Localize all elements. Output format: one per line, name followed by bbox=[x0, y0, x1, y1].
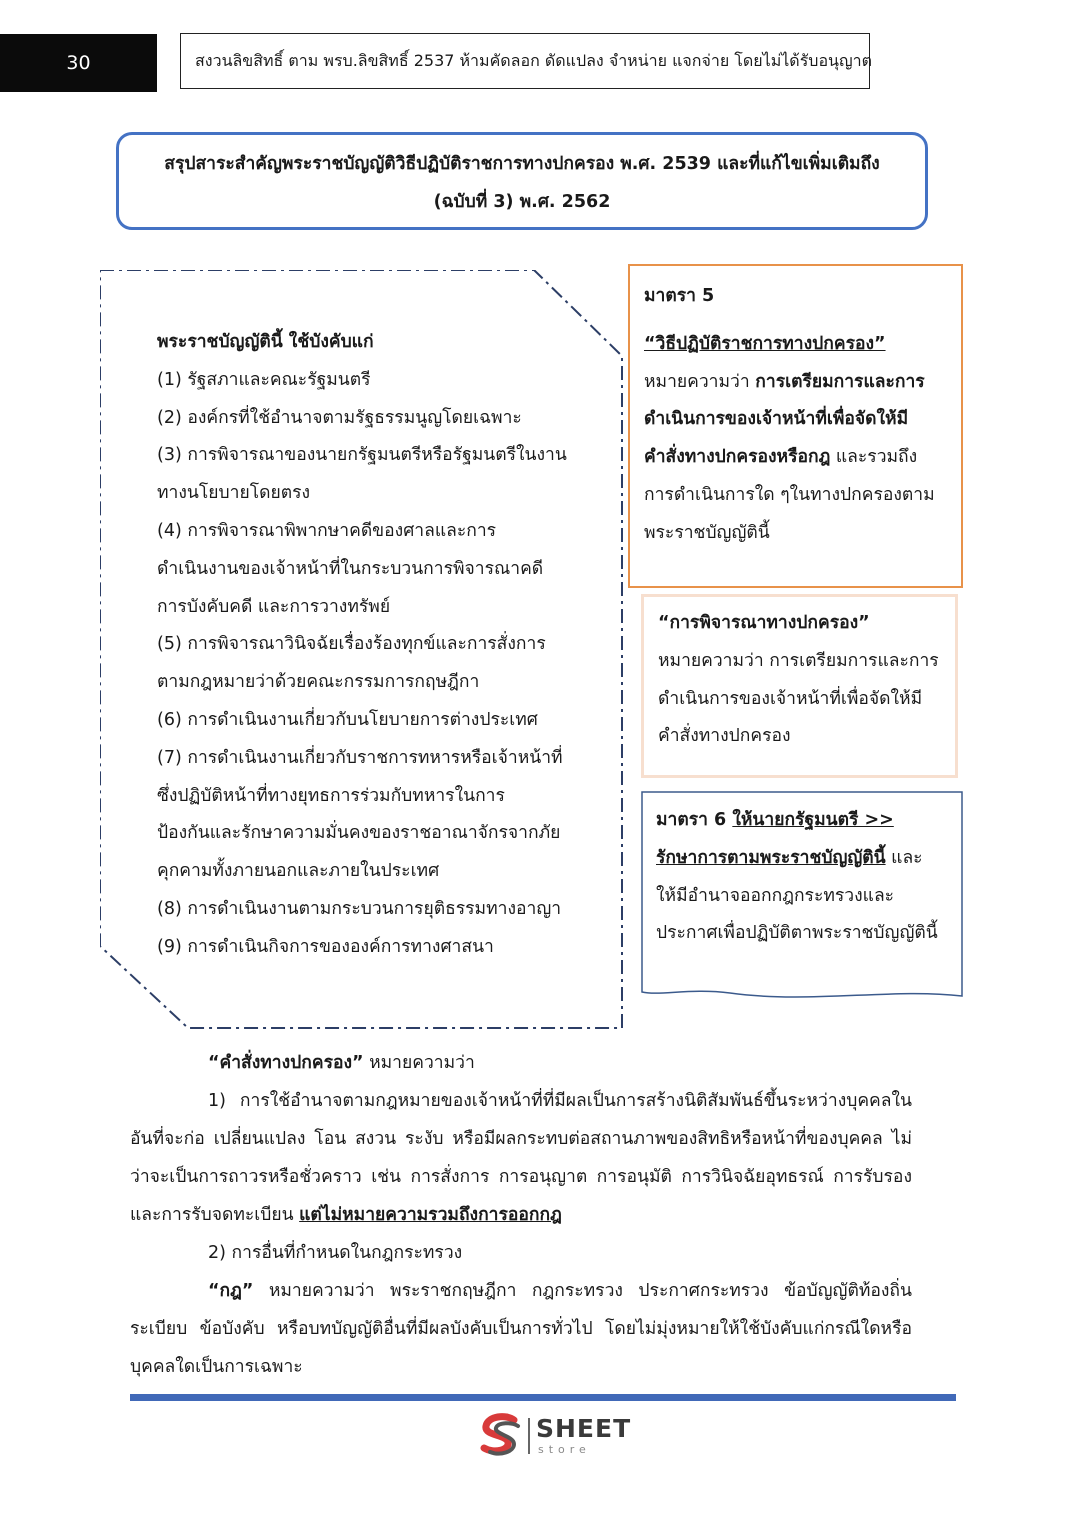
title-line-2: (ฉบับที่ 3) พ.ศ. 2562 bbox=[433, 192, 611, 212]
section-6-line: ประกาศเพื่อปฏิบัติตาพระราชบัญญัตินี้ bbox=[656, 923, 938, 944]
exemptions-panel bbox=[100, 270, 624, 1030]
section-5-term: “วิธีปฏิบัติราชการทางปกครอง” bbox=[644, 333, 886, 354]
document-title bbox=[116, 132, 928, 230]
definitions-body bbox=[130, 1044, 912, 1386]
exemption-line: (8) การดำเนินงานตามกระบวนการยุติธรรมทางอาญา bbox=[157, 898, 562, 919]
section-6-text bbox=[656, 802, 956, 953]
exemptions-list bbox=[157, 324, 587, 967]
order-definition-heading bbox=[130, 1044, 912, 1082]
text-plain: หมายความว่า bbox=[363, 1053, 475, 1073]
exemption-line: (1) รัฐสภาและคณะรัฐมนตรี bbox=[157, 369, 371, 390]
title-line-1: สรุปสาระสำคัญพระราชบัญญัติวิธีปฏิบัติราชการทางปกครอง พ.ศ. 2539 และที่แก้ไขเพิ่มเติมถึง bbox=[164, 154, 880, 174]
text-plain: และรวมถึง bbox=[830, 447, 918, 468]
admin-consideration-term: “การพิจารณาทางปกครอง” bbox=[658, 613, 870, 633]
section-5-box bbox=[628, 264, 963, 588]
text-plain: และการรับจดทะเบียน bbox=[130, 1205, 300, 1225]
text-plain: และ bbox=[885, 847, 923, 868]
exemption-line: (7) การดำเนินงานเกี่ยวกับราชการทหารหรือเจ้าหน้าที่ bbox=[157, 747, 563, 768]
section-5-line: พระราชบัญญัตินี้ bbox=[644, 522, 770, 543]
exemption-line: ซึ่งปฏิบัติหน้าที่ทางยุทธการร่วมกับทหารในการ bbox=[157, 785, 505, 806]
admin-consideration-line: หมายความว่า การเตรียมการและการ bbox=[658, 650, 939, 671]
section-6-line bbox=[656, 840, 956, 878]
section-6-line: ให้มีอำนาจออกกฎกระทรวงและ bbox=[656, 885, 895, 906]
exemption-line: ป้องกันและรักษาความมั่นคงของราชอาณาจักรจากภัย bbox=[157, 823, 561, 844]
text-plain: หมายความว่า พระราชกฤษฎีกา กฎกระทรวง ประกาศกระทรวง ข้อบัญญัติท้องถิ่น bbox=[253, 1281, 912, 1301]
exemption-line: (3) การพิจารณาของนายกรัฐมนตรีหรือรัฐมนตรีในงาน bbox=[157, 445, 567, 466]
brand-name: SHEET bbox=[536, 1414, 632, 1443]
exemption-line: (2) องค์กรที่ใช้อำนาจตามรัฐธรรมนูญโดยเฉพาะ bbox=[157, 407, 522, 428]
text-bold: คำสั่งทางปกครองหรือกฎ bbox=[644, 447, 831, 468]
body-line: 2) การอื่นที่กำหนดในกฎกระทรวง bbox=[208, 1243, 463, 1263]
admin-consideration-line: ดำเนินการของเจ้าหน้าที่เพื่อจัดให้มี bbox=[658, 688, 923, 709]
section-5-label: มาตรา 5 bbox=[644, 286, 715, 306]
exemption-line: (6) การดำเนินงานเกี่ยวกับนโยบายการต่างประเทศ bbox=[157, 709, 538, 730]
exemption-line: คุกคามทั้งภายนอกและภายในประเทศ bbox=[157, 861, 440, 882]
copyright-notice: สงวนลิขสิทธิ์ ตาม พรบ.ลิขสิทธิ์ 2537 ห้ามคัดลอก ดัดแปลง จำหน่าย แจกจ่าย โดยไม่ได้รับอนุญาต bbox=[180, 33, 870, 89]
text-bold-underline: ให้นายกรัฐมนตรี >> bbox=[732, 810, 894, 830]
exemption-line: ดำเนินงานของเจ้าหน้าที่ในกระบวนการพิจารณาคดี bbox=[157, 558, 544, 579]
brand-subtitle: store bbox=[538, 1443, 591, 1456]
exemption-line: การบังคับคดี และการวางทรัพย์ bbox=[157, 596, 391, 617]
exemption-line: ตามกฎหมายว่าด้วยคณะกรรมการกฤษฎีกา bbox=[157, 672, 480, 693]
body-line bbox=[130, 1196, 912, 1234]
sheet-store-logo bbox=[476, 1412, 636, 1462]
exemptions-heading: พระราชบัญญัตินี้ ใช้บังคับแก่ bbox=[157, 332, 374, 352]
body-line: ระเบียบ ข้อบังคับ หรือบทบัญญัติอื่นที่มีผลบังคับเป็นการทั่วไป โดยไม่มุ่งหมายให้ใช้บังคับแก่กรณีใดหรือ bbox=[130, 1319, 912, 1339]
section-5-line: ดำเนินการของเจ้าหน้าที่เพื่อจัดให้มี bbox=[644, 409, 909, 430]
sheet-logo-icon bbox=[476, 1412, 524, 1458]
order-term: “คำสั่งทางปกครอง” bbox=[208, 1053, 364, 1073]
exemption-line: (9) การดำเนินกิจการขององค์การทางศาสนา bbox=[157, 936, 494, 957]
section-6-label: มาตรา 6 bbox=[656, 810, 733, 830]
page-number: 30 bbox=[0, 34, 157, 92]
exemption-line: (4) การพิจารณาพิพากษาคดีของศาลและการ bbox=[157, 520, 497, 541]
section-5-line bbox=[644, 364, 947, 402]
body-line: 1) การใช้อำนาจตามกฎหมายของเจ้าหน้าที่ที่มีผลเป็นการสร้างนิติสัมพันธ์ขึ้นระหว่างบุคคลใน bbox=[208, 1091, 912, 1111]
text-plain: หมายความว่า bbox=[644, 371, 756, 392]
exemption-line: ทางนโยบายโดยตรง bbox=[157, 483, 311, 504]
admin-consideration-line: คำสั่งทางปกครอง bbox=[658, 726, 791, 747]
logo-divider bbox=[528, 1418, 530, 1454]
text-bold: การเตรียมการและการ bbox=[755, 371, 925, 392]
section-5-line bbox=[644, 439, 947, 477]
footer-divider bbox=[130, 1394, 956, 1401]
body-line: บุคคลใดเป็นการเฉพาะ bbox=[130, 1357, 303, 1377]
section-5-line: การดำเนินการใด ๆในทางปกครองตาม bbox=[644, 484, 935, 505]
section-6-line bbox=[656, 802, 956, 840]
text-bold-underline: แต่ไม่หมายความรวมถึงการออกกฎ bbox=[299, 1205, 562, 1225]
exemption-line: (5) การพิจารณาวินิจฉัยเรื่องร้องทุกข์และการสั่งการ bbox=[157, 634, 546, 655]
section-6-box bbox=[640, 790, 964, 998]
rule-term: “กฎ” bbox=[208, 1281, 254, 1301]
body-line: ว่าจะเป็นการถาวรหรือชั่วคราว เช่น การสั่งการ การอนุญาต การอนุมัติ การวินิจฉัยอุทธรณ์ การรับรอง bbox=[130, 1167, 912, 1187]
text-bold-underline: รักษาการตามพระราชบัญญัตินี้ bbox=[656, 847, 886, 868]
admin-consideration-box bbox=[641, 594, 958, 778]
rule-definition-heading bbox=[130, 1272, 912, 1310]
body-line: อันที่จะก่อ เปลี่ยนแปลง โอน สงวน ระงับ หรือมีผลกระทบต่อสถานภาพของสิทธิหรือหน้าที่ของบุคคล ไม่ bbox=[130, 1129, 912, 1149]
